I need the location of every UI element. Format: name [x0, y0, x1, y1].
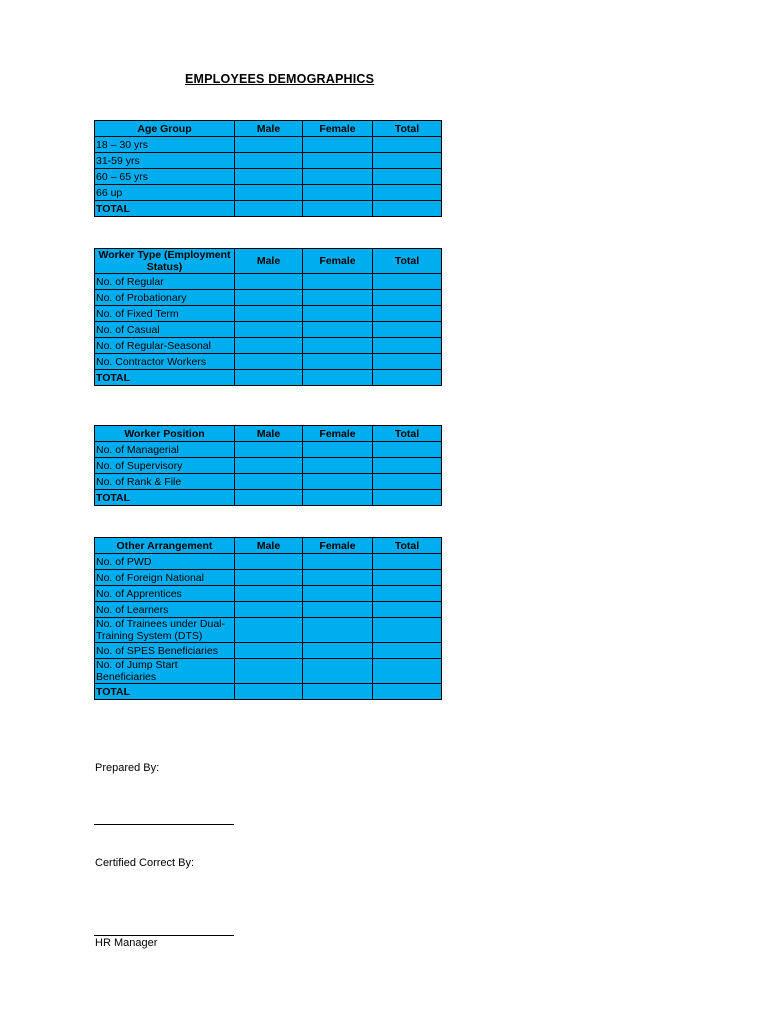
row-label: No. of Probationary	[95, 290, 235, 306]
total-cell[interactable]	[373, 618, 442, 643]
female-cell[interactable]	[303, 322, 373, 338]
total-cell[interactable]	[373, 169, 442, 185]
column-header-female: Female	[303, 121, 373, 137]
table-row	[95, 554, 442, 570]
hr-manager-label: HR Manager	[95, 937, 158, 949]
prepared-by-label: Prepared By:	[95, 762, 160, 774]
male-cell[interactable]	[235, 586, 303, 602]
female-cell[interactable]	[303, 474, 373, 490]
male-cell[interactable]	[235, 554, 303, 570]
total-cell[interactable]	[373, 458, 442, 474]
table-row	[95, 458, 442, 474]
column-header-total: Total	[373, 121, 442, 137]
total-cell[interactable]	[373, 370, 442, 386]
total-label: TOTAL	[95, 201, 235, 217]
total-label: TOTAL	[95, 490, 235, 506]
total-cell[interactable]	[373, 554, 442, 570]
row-label: No. of Regular-Seasonal	[95, 338, 235, 354]
table-row	[95, 602, 442, 618]
total-cell[interactable]	[373, 602, 442, 618]
female-cell[interactable]	[303, 185, 373, 201]
female-cell[interactable]	[303, 354, 373, 370]
row-label: No. of Foreign National	[95, 570, 235, 586]
table-header-row	[95, 426, 442, 442]
row-label: 18 – 30 yrs	[95, 137, 235, 153]
row-label: No. of Supervisory	[95, 458, 235, 474]
male-cell[interactable]	[235, 169, 303, 185]
table-row	[95, 185, 442, 201]
male-cell[interactable]	[235, 643, 303, 659]
table-row	[95, 354, 442, 370]
total-cell[interactable]	[373, 137, 442, 153]
row-label: No. of SPES Beneficiaries	[95, 643, 235, 659]
female-cell[interactable]	[303, 602, 373, 618]
male-cell[interactable]	[235, 338, 303, 354]
column-header-worker-position: Worker Position	[95, 426, 235, 442]
female-cell[interactable]	[303, 306, 373, 322]
male-cell[interactable]	[235, 659, 303, 684]
total-cell[interactable]	[373, 570, 442, 586]
total-cell[interactable]	[373, 185, 442, 201]
female-cell[interactable]	[303, 618, 373, 643]
total-label: TOTAL	[95, 370, 235, 386]
total-cell[interactable]	[373, 290, 442, 306]
row-label: No. of Rank & File	[95, 474, 235, 490]
table-row	[95, 290, 442, 306]
female-cell[interactable]	[303, 274, 373, 290]
female-cell[interactable]	[303, 153, 373, 169]
certified-by-signature-line[interactable]	[94, 935, 234, 936]
male-cell[interactable]	[235, 370, 303, 386]
table-row	[95, 153, 442, 169]
row-label: No. of Learners	[95, 602, 235, 618]
male-cell[interactable]	[235, 153, 303, 169]
document-title: EMPLOYEES DEMOGRAPHICS	[185, 72, 375, 86]
table-row	[95, 169, 442, 185]
male-cell[interactable]	[235, 137, 303, 153]
table-row	[95, 474, 442, 490]
column-header-other-arrangement: Other Arrangement	[95, 538, 235, 554]
total-row	[95, 370, 442, 386]
female-cell[interactable]	[303, 586, 373, 602]
row-label: No. of PWD	[95, 554, 235, 570]
row-label: No. of Fixed Term	[95, 306, 235, 322]
row-label: No. Contractor Workers	[95, 354, 235, 370]
table-row	[95, 274, 442, 290]
female-cell[interactable]	[303, 684, 373, 700]
total-label: TOTAL	[95, 684, 235, 700]
row-label: 60 – 65 yrs	[95, 169, 235, 185]
male-cell[interactable]	[235, 274, 303, 290]
column-header-total: Total	[373, 249, 442, 274]
column-header-total: Total	[373, 426, 442, 442]
female-cell[interactable]	[303, 554, 373, 570]
row-label: No. of Apprentices	[95, 586, 235, 602]
column-header-male: Male	[235, 538, 303, 554]
total-cell[interactable]	[373, 153, 442, 169]
table-row	[95, 586, 442, 602]
male-cell[interactable]	[235, 602, 303, 618]
male-cell[interactable]	[235, 490, 303, 506]
female-cell[interactable]	[303, 659, 373, 684]
female-cell[interactable]	[303, 643, 373, 659]
column-header-female: Female	[303, 426, 373, 442]
column-header-male: Male	[235, 249, 303, 274]
female-cell[interactable]	[303, 201, 373, 217]
total-cell[interactable]	[373, 306, 442, 322]
total-row	[95, 490, 442, 506]
table-row	[95, 659, 442, 684]
total-cell[interactable]	[373, 474, 442, 490]
total-cell[interactable]	[373, 586, 442, 602]
table-header-row	[95, 538, 442, 554]
total-cell[interactable]	[373, 684, 442, 700]
total-cell[interactable]	[373, 490, 442, 506]
total-row	[95, 201, 442, 217]
male-cell[interactable]	[235, 458, 303, 474]
female-cell[interactable]	[303, 137, 373, 153]
total-cell[interactable]	[373, 659, 442, 684]
table-row	[95, 442, 442, 458]
total-cell[interactable]	[373, 201, 442, 217]
total-cell[interactable]	[373, 354, 442, 370]
male-cell[interactable]	[235, 185, 303, 201]
male-cell[interactable]	[235, 618, 303, 643]
male-cell[interactable]	[235, 306, 303, 322]
other-arrangement-table	[94, 537, 442, 700]
total-row	[95, 684, 442, 700]
column-header-age-group: Age Group	[95, 121, 235, 137]
total-cell[interactable]	[373, 274, 442, 290]
female-cell[interactable]	[303, 442, 373, 458]
total-cell[interactable]	[373, 643, 442, 659]
table-row	[95, 570, 442, 586]
table-row	[95, 618, 442, 643]
female-cell[interactable]	[303, 370, 373, 386]
worker-position-table	[94, 425, 442, 506]
male-cell[interactable]	[235, 684, 303, 700]
female-cell[interactable]	[303, 290, 373, 306]
male-cell[interactable]	[235, 322, 303, 338]
row-label: No. of Managerial	[95, 442, 235, 458]
male-cell[interactable]	[235, 201, 303, 217]
total-cell[interactable]	[373, 442, 442, 458]
row-label: No. of Jump Start Beneficiaries	[95, 659, 235, 684]
column-header-female: Female	[303, 249, 373, 274]
row-label: No. of Trainees under Dual-Training System (DTS)	[95, 618, 235, 643]
male-cell[interactable]	[235, 442, 303, 458]
table-header-row	[95, 121, 442, 137]
table-row	[95, 643, 442, 659]
male-cell[interactable]	[235, 290, 303, 306]
row-label: No. of Regular	[95, 274, 235, 290]
table-row	[95, 306, 442, 322]
female-cell[interactable]	[303, 570, 373, 586]
column-header-male: Male	[235, 121, 303, 137]
certified-by-label: Certified Correct By:	[95, 857, 195, 869]
female-cell[interactable]	[303, 338, 373, 354]
table-row	[95, 322, 442, 338]
female-cell[interactable]	[303, 490, 373, 506]
prepared-by-signature-line[interactable]	[94, 824, 234, 825]
table-row	[95, 137, 442, 153]
table-header-row	[95, 249, 442, 274]
worker-type-table	[94, 248, 442, 386]
row-label: No. of Casual	[95, 322, 235, 338]
female-cell[interactable]	[303, 169, 373, 185]
column-header-total: Total	[373, 538, 442, 554]
male-cell[interactable]	[235, 354, 303, 370]
row-label: 66 up	[95, 185, 235, 201]
age-group-table	[94, 120, 442, 217]
table-row	[95, 338, 442, 354]
row-label: 31-59 yrs	[95, 153, 235, 169]
column-header-female: Female	[303, 538, 373, 554]
total-cell[interactable]	[373, 338, 442, 354]
male-cell[interactable]	[235, 474, 303, 490]
total-cell[interactable]	[373, 322, 442, 338]
male-cell[interactable]	[235, 570, 303, 586]
column-header-worker-type: Worker Type (Employment Status)	[95, 249, 235, 274]
column-header-male: Male	[235, 426, 303, 442]
female-cell[interactable]	[303, 458, 373, 474]
